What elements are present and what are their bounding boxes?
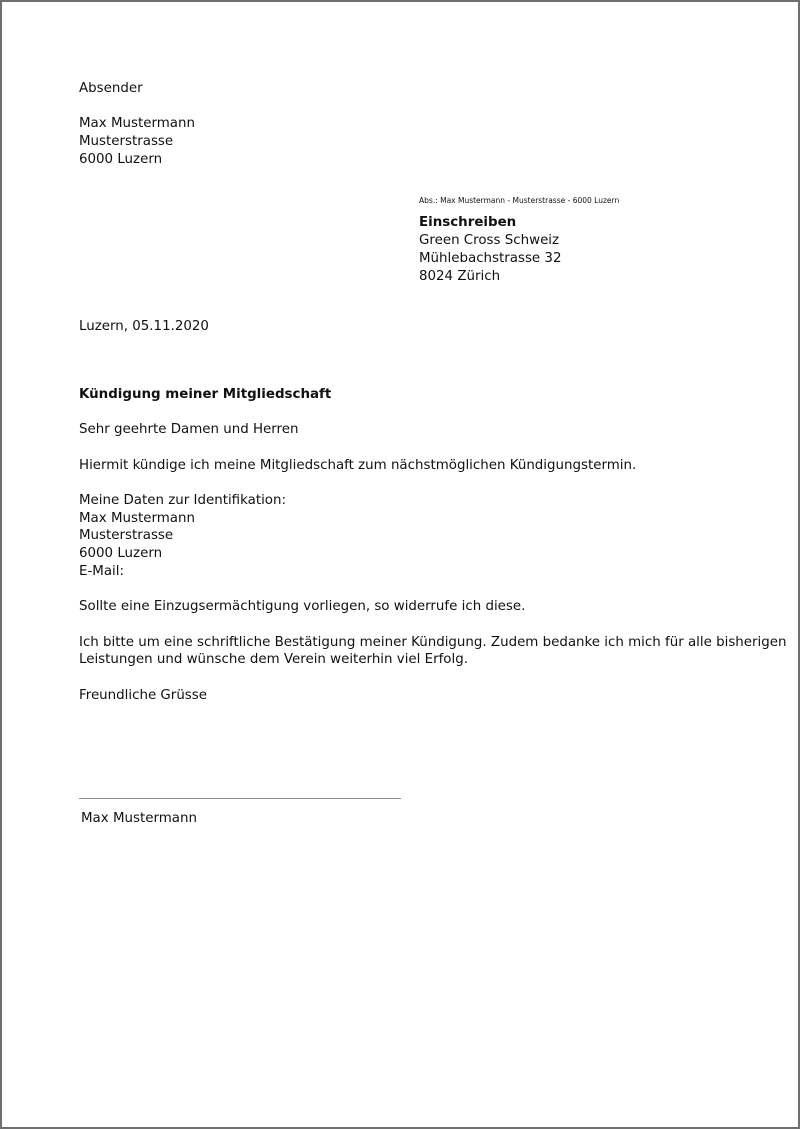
salutation: Sehr geehrte Damen und Herren [79, 422, 299, 437]
closing: Freundliche Grüsse [79, 688, 207, 703]
recipient-city: 8024 Zürich [419, 269, 501, 284]
signature-name: Max Mustermann [81, 811, 197, 826]
mail-type: Einschreiben [419, 215, 517, 230]
body-paragraph-2: Sollte eine Einzugsermächtigung vorliegen, so widerrufe ich diese. [79, 599, 526, 614]
recipient-street: Mühlebachstrasse 32 [419, 251, 562, 266]
identification-name: Max Mustermann [79, 511, 195, 526]
identification-email: E-Mail: [79, 564, 125, 579]
signature-line [79, 798, 401, 799]
recipient-name: Green Cross Schweiz [419, 233, 560, 248]
body-paragraph-3-line-1: Ich bitte um eine schriftliche Bestätigung meiner Kündigung. Zudem bedanke ich mich für alle bisherigen [79, 635, 787, 650]
sender-city: 6000 Luzern [79, 152, 163, 167]
identification-street: Musterstrasse [79, 528, 174, 543]
place-date: Luzern, 05.11.2020 [79, 319, 209, 334]
identification-label: Meine Daten zur Identifikation: [79, 493, 286, 508]
sender-label: Absender [79, 81, 143, 96]
identification-city: 6000 Luzern [79, 546, 163, 561]
subject-line: Kündigung meiner Mitgliedschaft [79, 387, 332, 402]
body-paragraph-1: Hiermit kündige ich meine Mitgliedschaft zum nächstmöglichen Kündigungstermin. [79, 458, 637, 473]
sender-street: Musterstrasse [79, 134, 174, 149]
body-paragraph-3-line-2: Leistungen und wünsche dem Verein weiterhin viel Erfolg. [79, 652, 468, 667]
sender-name: Max Mustermann [79, 116, 195, 131]
return-address-line: Abs.: Max Mustermann - Musterstrasse - 6000 Luzern [419, 196, 620, 205]
